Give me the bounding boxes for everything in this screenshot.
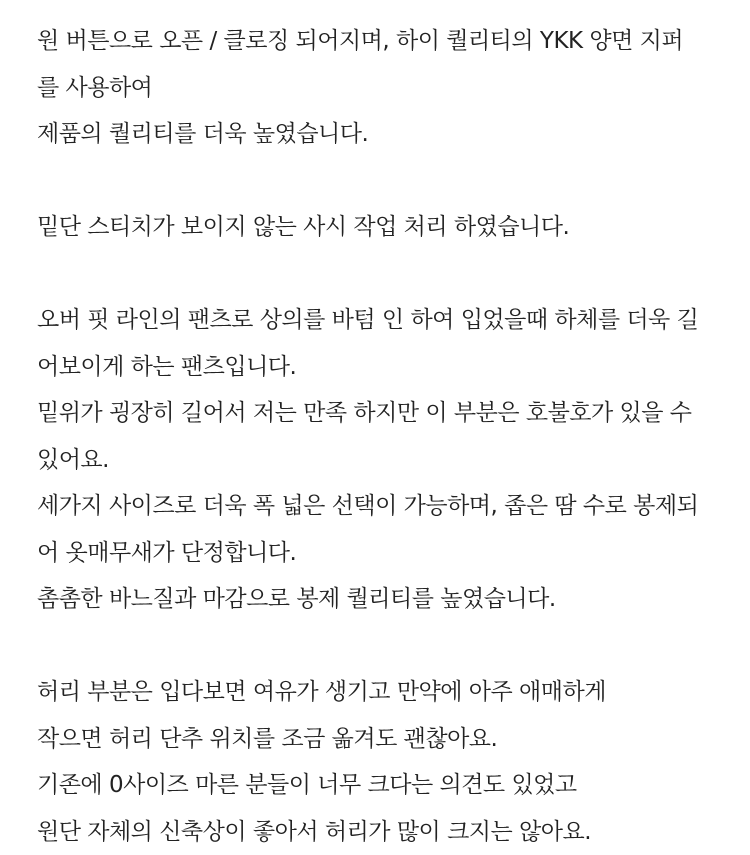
text-line: 제품의 퀄리티를 더욱 높였습니다. xyxy=(37,111,737,158)
text-line: 원단 자체의 신축상이 좋아서 허리가 많이 크지는 않아요. xyxy=(37,809,737,855)
text-line: 를 사용하여 xyxy=(37,65,737,112)
paragraph-spacer xyxy=(37,158,737,205)
text-line: 원 버튼으로 오픈 / 클로징 되어지며, 하이 퀄리티의 YKK 양면 지퍼 xyxy=(37,18,737,65)
paragraph-spacer xyxy=(37,623,737,670)
text-line: 기존에 0사이즈 마른 분들이 너무 크다는 의견도 있었고 xyxy=(37,762,737,809)
text-line: 어 옷매무새가 단정합니다. xyxy=(37,530,737,577)
paragraph-spacer xyxy=(37,251,737,298)
paragraph-waist xyxy=(37,669,737,855)
paragraph-zipper xyxy=(37,18,737,158)
product-description xyxy=(37,18,737,855)
text-line: 밑위가 굉장히 길어서 저는 만족 하지만 이 부분은 호불호가 있을 수 xyxy=(37,390,737,437)
text-line: 촘촘한 바느질과 마감으로 봉제 퀄리티를 높였습니다. xyxy=(37,576,737,623)
text-line: 작으면 허리 단추 위치를 조금 옮겨도 괜찮아요. xyxy=(37,716,737,763)
text-line: 세가지 사이즈로 더욱 폭 넓은 선택이 가능하며, 좁은 땀 수로 봉제되 xyxy=(37,483,737,530)
text-line: 오버 핏 라인의 팬츠로 상의를 바텀 인 하여 입었을때 하체를 더욱 길 xyxy=(37,297,737,344)
text-line: 밑단 스티치가 보이지 않는 사시 작업 처리 하였습니다. xyxy=(37,204,737,251)
text-line: 있어요. xyxy=(37,437,737,484)
paragraph-hem xyxy=(37,204,737,251)
text-line: 허리 부분은 입다보면 여유가 생기고 만약에 아주 애매하게 xyxy=(37,669,737,716)
paragraph-fit xyxy=(37,297,737,623)
text-line: 어보이게 하는 팬츠입니다. xyxy=(37,344,737,391)
